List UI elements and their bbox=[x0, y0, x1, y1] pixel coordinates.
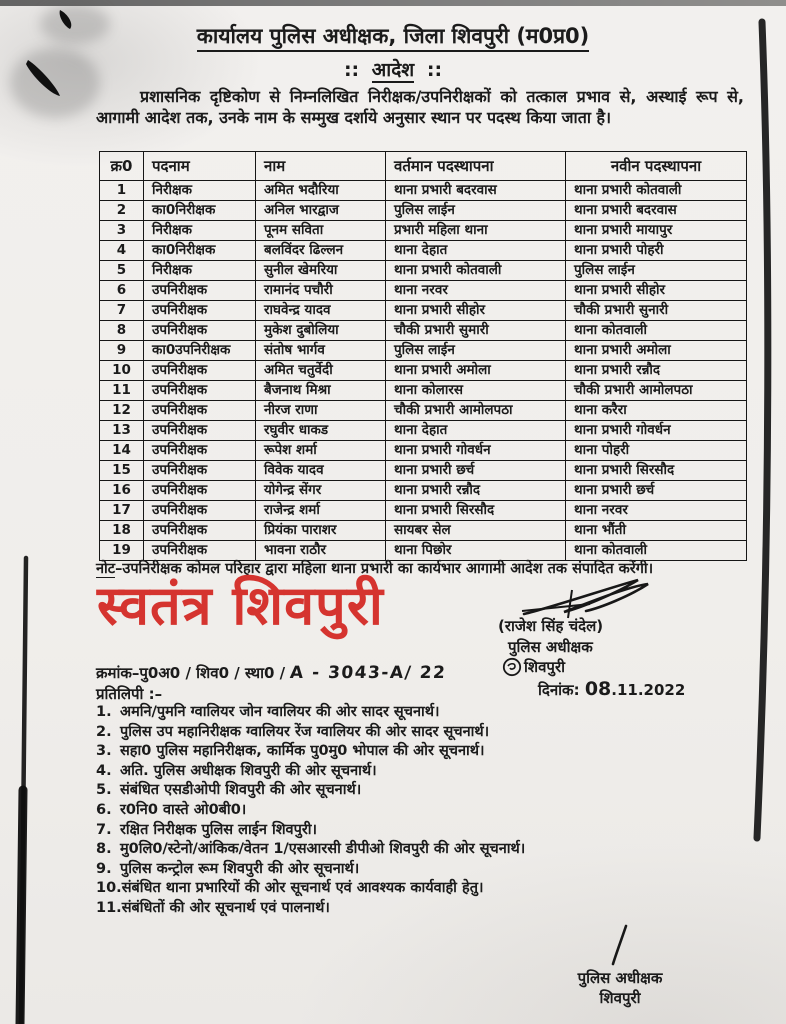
cell-designation: का0निरीक्षक bbox=[144, 201, 256, 221]
cell-current-posting: थाना प्रभारी बदरवास bbox=[386, 181, 566, 201]
cell-name: बैजनाथ मिश्रा bbox=[256, 381, 386, 401]
table-row bbox=[100, 241, 747, 261]
cell-new-posting: थाना करैरा bbox=[566, 401, 747, 421]
copy-item-number: 4. bbox=[96, 762, 112, 779]
cell-current-posting: सायबर सेल bbox=[386, 521, 566, 541]
copy-item-text: संबंधित एसडीओपी शिवपुरी की ओर सूचनार्थ। bbox=[120, 782, 362, 799]
cell-designation: का0निरीक्षक bbox=[144, 241, 256, 261]
cell-current-posting: थाना कोलारस bbox=[386, 381, 566, 401]
table-row bbox=[100, 381, 747, 401]
signature-block bbox=[498, 578, 753, 700]
cell-new-posting: थाना प्रभारी सिरसौद bbox=[566, 461, 747, 481]
cell-current-posting: पुलिस लाईन bbox=[386, 201, 566, 221]
table-row bbox=[100, 281, 747, 301]
cell-serial: 17 bbox=[100, 501, 144, 521]
table-row bbox=[100, 221, 747, 241]
col-header-designation: पदनाम bbox=[144, 152, 256, 181]
cell-serial: 19 bbox=[100, 541, 144, 561]
copy-item-text: रक्षित निरीक्षक पुलिस लाईन शिवपुरी। bbox=[120, 821, 318, 838]
date-rest: .11.2022 bbox=[611, 681, 686, 699]
cell-designation: उपनिरीक्षक bbox=[144, 481, 256, 501]
col-header-current-posting: वर्तमान पदस्थापना bbox=[386, 152, 566, 181]
cell-serial: 6 bbox=[100, 281, 144, 301]
signatory-place: शिवपुरी bbox=[524, 658, 565, 676]
copy-item-text: सहा0 पुलिस महानिरीक्षक, कार्मिक पु0मु0 भोपाल की ओर सूचनार्थ। bbox=[120, 743, 485, 760]
cell-name: पूनम सविता bbox=[256, 221, 386, 241]
cell-new-posting: थाना भौंती bbox=[566, 521, 747, 541]
table-header-row bbox=[100, 152, 747, 181]
copy-item bbox=[96, 899, 746, 919]
cell-name: रामानंद पचौरी bbox=[256, 281, 386, 301]
date-label: दिनांक: bbox=[538, 681, 580, 699]
table-row bbox=[100, 481, 747, 501]
cell-new-posting: पुलिस लाईन bbox=[566, 261, 747, 281]
cell-designation: उपनिरीक्षक bbox=[144, 281, 256, 301]
copy-item-number: 3. bbox=[96, 743, 112, 760]
cell-designation: उपनिरीक्षक bbox=[144, 441, 256, 461]
cell-current-posting: प्रभारी महिला थाना bbox=[386, 221, 566, 241]
cell-current-posting: पुलिस लाईन bbox=[386, 341, 566, 361]
document-subtitle bbox=[0, 56, 786, 82]
table-row bbox=[100, 261, 747, 281]
cell-new-posting: थाना कोतवाली bbox=[566, 321, 747, 341]
copy-item bbox=[96, 840, 746, 860]
footer-designation: पुलिस अधीक्षक bbox=[577, 969, 663, 987]
scan-top-edge-artifact bbox=[0, 0, 786, 6]
cell-new-posting: चौकी प्रभारी आमोलपठा bbox=[566, 381, 747, 401]
copy-item-text: अति. पुलिस अधीक्षक शिवपुरी की ओर सूचनार्थ। bbox=[120, 762, 377, 779]
cell-designation: उपनिरीक्षक bbox=[144, 361, 256, 381]
document-title-text: कार्यालय पुलिस अधीक्षक, जिला शिवपुरी (म0प्र0) bbox=[197, 24, 590, 52]
copy-item-text: पुलिस उप महानिरीक्षक ग्वालियर रेंज ग्वालियर की ओर सादर सूचनार्थ। bbox=[120, 723, 490, 740]
cell-name: राघवेन्द्र यादव bbox=[256, 301, 386, 321]
table-row bbox=[100, 441, 747, 461]
cell-current-posting: थाना प्रभारी कोतवाली bbox=[386, 261, 566, 281]
cell-serial: 11 bbox=[100, 381, 144, 401]
watermark-text: स्वतंत्र शिवपुरी bbox=[97, 574, 384, 637]
table-row bbox=[100, 401, 747, 421]
stamp-circle-icon bbox=[502, 657, 522, 677]
cell-name: मुकेश दुबोलिया bbox=[256, 321, 386, 341]
footer-signature-block bbox=[540, 924, 700, 1008]
cell-name: अमित चतुर्वेदी bbox=[256, 361, 386, 381]
cell-new-posting: थाना प्रभारी बदरवास bbox=[566, 201, 747, 221]
cell-name: बलविंदर ढिल्लन bbox=[256, 241, 386, 261]
cell-name: प्रियंका पाराशर bbox=[256, 521, 386, 541]
cell-name: नीरज राणा bbox=[256, 401, 386, 421]
cell-name: रूपेश शर्मा bbox=[256, 441, 386, 461]
cell-new-posting: थाना नरवर bbox=[566, 501, 747, 521]
copy-item-number: 7. bbox=[96, 821, 112, 838]
table-row bbox=[100, 181, 747, 201]
table-row bbox=[100, 421, 747, 441]
cell-designation: निरीक्षक bbox=[144, 221, 256, 241]
footer-signature-stroke-icon bbox=[600, 924, 640, 966]
cell-current-posting: थाना प्रभारी अमोला bbox=[386, 361, 566, 381]
cell-current-posting: चौकी प्रभारी आमोलपठा bbox=[386, 401, 566, 421]
table-row bbox=[100, 501, 747, 521]
cell-new-posting: चौकी प्रभारी सुनारी bbox=[566, 301, 747, 321]
cell-serial: 14 bbox=[100, 441, 144, 461]
cell-serial: 8 bbox=[100, 321, 144, 341]
subtitle-prefix: :: bbox=[343, 59, 360, 81]
cell-new-posting: थाना प्रभारी पोहरी bbox=[566, 241, 747, 261]
cell-current-posting: थाना प्रभारी सीहोर bbox=[386, 301, 566, 321]
cell-serial: 9 bbox=[100, 341, 144, 361]
table-row bbox=[100, 341, 747, 361]
cell-new-posting: थाना प्रभारी कोतवाली bbox=[566, 181, 747, 201]
cell-designation: उपनिरीक्षक bbox=[144, 421, 256, 441]
cell-serial: 7 bbox=[100, 301, 144, 321]
copies-heading: प्रतिलिपी :– bbox=[96, 685, 163, 703]
cell-serial: 2 bbox=[100, 201, 144, 221]
cell-designation: का0उपनिरीक्षक bbox=[144, 341, 256, 361]
ref-printed: क्रमांक–पु0अ0 / शिव0 / स्था0 / bbox=[96, 664, 286, 682]
cell-current-posting: थाना प्रभारी रन्नौद bbox=[386, 481, 566, 501]
footer-place: शिवपुरी bbox=[599, 989, 641, 1007]
cell-designation: उपनिरीक्षक bbox=[144, 461, 256, 481]
cell-new-posting: थाना पोहरी bbox=[566, 441, 747, 461]
col-header-new-posting: नवीन पदस्थापना bbox=[566, 152, 747, 181]
table-row bbox=[100, 361, 747, 381]
cell-current-posting: थाना प्रभारी गोवर्धन bbox=[386, 441, 566, 461]
cell-current-posting: थाना देहात bbox=[386, 241, 566, 261]
cell-current-posting: थाना प्रभारी छर्च bbox=[386, 461, 566, 481]
cell-name: सुनील खेमरिया bbox=[256, 261, 386, 281]
transfer-table-body bbox=[100, 181, 747, 561]
cell-name: योगेन्द्र सेंगर bbox=[256, 481, 386, 501]
copy-item bbox=[96, 762, 746, 782]
cell-designation: उपनिरीक्षक bbox=[144, 381, 256, 401]
copy-item-text: र0नि0 वास्ते ओ0बी0। bbox=[120, 801, 247, 818]
cell-designation: निरीक्षक bbox=[144, 261, 256, 281]
copy-item-number: 5. bbox=[96, 782, 112, 799]
cell-designation: निरीक्षक bbox=[144, 181, 256, 201]
col-header-serial: क्र0 bbox=[100, 152, 144, 181]
cell-new-posting: थाना प्रभारी सीहोर bbox=[566, 281, 747, 301]
cell-designation: उपनिरीक्षक bbox=[144, 541, 256, 561]
cell-designation: उपनिरीक्षक bbox=[144, 501, 256, 521]
cell-new-posting: थाना प्रभारी छर्च bbox=[566, 481, 747, 501]
table-row bbox=[100, 301, 747, 321]
cell-serial: 13 bbox=[100, 421, 144, 441]
note-label: नोट bbox=[96, 561, 116, 577]
cell-designation: उपनिरीक्षक bbox=[144, 521, 256, 541]
copy-item bbox=[96, 742, 746, 762]
cell-designation: उपनिरीक्षक bbox=[144, 401, 256, 421]
table-row bbox=[100, 461, 747, 481]
cell-current-posting: थाना पिछोर bbox=[386, 541, 566, 561]
copy-item-number: 2. bbox=[96, 723, 112, 740]
signatory-name: (राजेश सिंह चंदेल) bbox=[498, 617, 604, 635]
copy-item-text: मु0लि0/स्टेनो/आंकिक/वेतन 1/एसआरसी डीपीओ शिवपुरी की ओर सूचनार्थ। bbox=[120, 841, 526, 858]
copy-item-text: संबंधित थाना प्रभारियों की ओर सूचनार्थ एवं आवश्यक कार्यवाही हेतु। bbox=[121, 880, 484, 897]
copy-item bbox=[96, 781, 746, 801]
cell-serial: 5 bbox=[100, 261, 144, 281]
cell-current-posting: थाना प्रभारी सिरसौद bbox=[386, 501, 566, 521]
copies-list bbox=[96, 703, 746, 919]
cell-name: संतोष भार्गव bbox=[256, 341, 386, 361]
cell-serial: 10 bbox=[100, 361, 144, 381]
copy-item-number: 11. bbox=[96, 899, 122, 916]
table-row bbox=[100, 321, 747, 341]
cell-current-posting: थाना देहात bbox=[386, 421, 566, 441]
table-row bbox=[100, 201, 747, 221]
ref-handwritten: A - 3043-A/ 22 bbox=[289, 663, 448, 683]
cell-name: भावना राठौर bbox=[256, 541, 386, 561]
copy-item-number: 8. bbox=[96, 841, 112, 858]
copy-item bbox=[96, 723, 746, 743]
copy-item bbox=[96, 703, 746, 723]
document-title bbox=[0, 22, 786, 50]
cell-serial: 18 bbox=[100, 521, 144, 541]
copy-item bbox=[96, 821, 746, 841]
cell-current-posting: थाना नरवर bbox=[386, 281, 566, 301]
transfer-table bbox=[99, 151, 747, 561]
cell-new-posting: थाना प्रभारी मायापुर bbox=[566, 221, 747, 241]
note-text: –उपनिरीक्षक कोमल परिहार द्वारा महिला थाना प्रभारी का कार्यभार आगामी आदेश तक संपादित करेंगी। bbox=[115, 561, 654, 577]
cell-new-posting: थाना प्रभारी अमोला bbox=[566, 341, 747, 361]
table-row bbox=[100, 521, 747, 541]
copy-item-number: 9. bbox=[96, 860, 112, 877]
order-date bbox=[538, 678, 753, 700]
cell-serial: 1 bbox=[100, 181, 144, 201]
signatory-designation: पुलिस अधीक्षक bbox=[508, 638, 593, 656]
cell-designation: उपनिरीक्षक bbox=[144, 301, 256, 321]
copy-item-number: 6. bbox=[96, 801, 112, 818]
cell-new-posting: थाना प्रभारी रन्नौद bbox=[566, 361, 747, 381]
copy-item-text: संबंधितों की ओर सूचनार्थ एवं पालनार्थ। bbox=[121, 899, 330, 916]
signatory-place-row bbox=[502, 657, 753, 677]
copy-item bbox=[96, 801, 746, 821]
cell-name: विवेक यादव bbox=[256, 461, 386, 481]
cell-current-posting: चौकी प्रभारी सुमारी bbox=[386, 321, 566, 341]
subtitle-suffix: :: bbox=[426, 59, 443, 81]
cell-name: राजेन्द्र शर्मा bbox=[256, 501, 386, 521]
cell-designation: उपनिरीक्षक bbox=[144, 321, 256, 341]
copy-item-text: अमनि/पुमनि ग्वालियर जोन ग्वालियर की ओर सादर सूचनार्थ। bbox=[120, 704, 440, 720]
cell-serial: 15 bbox=[100, 461, 144, 481]
cell-new-posting: थाना कोतवाली bbox=[566, 541, 747, 561]
copy-item bbox=[96, 860, 746, 880]
copy-item bbox=[96, 879, 746, 899]
cell-name: अमित भदौरिया bbox=[256, 181, 386, 201]
subtitle-word: आदेश bbox=[371, 59, 415, 81]
copy-item-number: 1. bbox=[96, 704, 112, 720]
cell-serial: 12 bbox=[100, 401, 144, 421]
cell-serial: 3 bbox=[100, 221, 144, 241]
date-day-handwritten: 08 bbox=[584, 678, 612, 700]
reference-number-line bbox=[96, 663, 447, 683]
cell-name: रघुवीर धाकड bbox=[256, 421, 386, 441]
intro-paragraph: प्रशासनिक दृष्टिकोण से निम्नलिखित निरीक्षक/उपनिरीक्षकों को तत्काल प्रभाव से, अस्थाई रूप से, आगामी आदेश तक, उनके नाम के सम्मुख दर्शाये अनुसार स्थान पर पदस्थ किया जाता है। bbox=[96, 87, 744, 127]
copy-item-number: 10. bbox=[96, 880, 122, 897]
cell-serial: 16 bbox=[100, 481, 144, 501]
copy-item-text: पुलिस कन्ट्रोल रूम शिवपुरी की ओर सूचनार्थ। bbox=[120, 860, 360, 877]
cell-name: अनिल भारद्वाज bbox=[256, 201, 386, 221]
cell-serial: 4 bbox=[100, 241, 144, 261]
cell-new-posting: थाना प्रभारी गोवर्धन bbox=[566, 421, 747, 441]
col-header-name: नाम bbox=[256, 152, 386, 181]
